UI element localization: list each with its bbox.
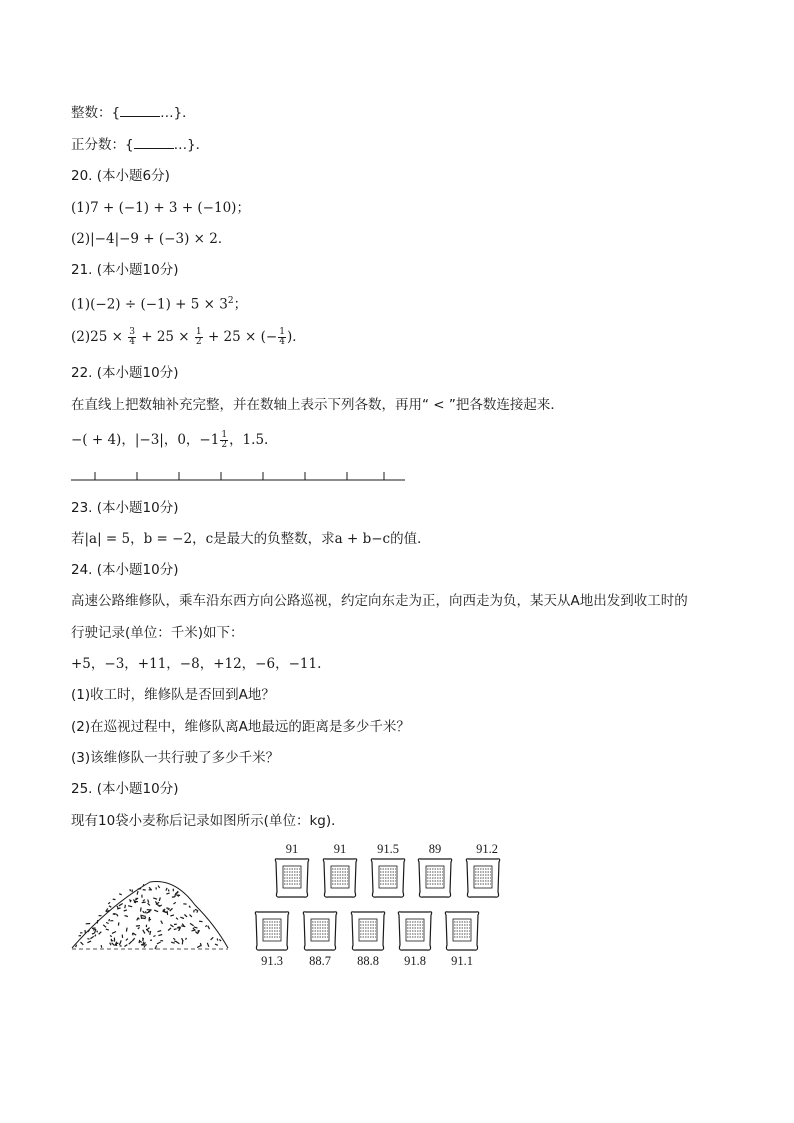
wheat-grain (189, 906, 190, 908)
q24-header: 24. (本小题10分) (71, 562, 179, 578)
wheat-grain (125, 916, 128, 917)
wheat-grain (110, 943, 111, 946)
wheat-grain (145, 911, 146, 913)
bag-weight-label: 91.1 (451, 954, 473, 968)
wheat-grain (166, 893, 169, 894)
wheat-grain (118, 922, 119, 925)
wheat-grain (158, 886, 160, 889)
q21-part1: $(1)(-2) \div (-1) + 5 \times 3^2$； (71, 296, 248, 313)
wheat-grain (153, 898, 157, 899)
bag-weight-label: 91 (333, 842, 347, 856)
wheat-grain (170, 915, 174, 916)
wheat-bag (303, 912, 336, 950)
wheat-grain (219, 939, 221, 941)
q20-header: 20. (本小题6分) (71, 168, 170, 184)
wheat-grain (136, 926, 140, 927)
wheat-grain (217, 939, 218, 941)
wheat-grain (103, 925, 106, 928)
fraction: $\frac{3}{4}$ (129, 327, 135, 347)
q23-header: 23. (本小题10分) (71, 500, 179, 516)
wheat-grain (117, 906, 118, 908)
wheat-grain (111, 940, 114, 941)
wheat-grain (112, 943, 115, 946)
bag-weight-label: 88.8 (357, 954, 379, 968)
wheat-grain (87, 941, 91, 943)
wheat-grain (167, 911, 168, 915)
q20-part2: (2)|−4|−9 + (−3) × 2． (71, 231, 232, 247)
wheat-grain (158, 931, 162, 932)
wheat-bag (466, 859, 499, 897)
wheat-grain (113, 914, 115, 915)
q24-part2: (2)在巡视过程中，维修队离A地最远的距离是多少千米？ (71, 719, 410, 735)
q25-header: 25. (本小题10分) (71, 781, 179, 797)
wheat-grain (113, 899, 116, 900)
wheat-grain (143, 930, 145, 934)
wheat-grain (99, 932, 102, 935)
wheat-grain (130, 900, 131, 902)
wheat-grain (168, 889, 169, 891)
wheat-grain (194, 927, 198, 928)
wheat-grain (215, 944, 218, 945)
wheat-grain (192, 930, 196, 931)
q22-header: 22. (本小题10分) (71, 365, 179, 381)
wheat-grain (150, 931, 151, 935)
wheat-grain (186, 938, 187, 940)
wheat-grain (126, 928, 127, 932)
wheat-grain (181, 926, 185, 927)
wheat-grain (206, 925, 207, 927)
wheat-grain (174, 929, 177, 930)
wheat-grain (116, 944, 117, 946)
wheat-grain (117, 914, 118, 916)
q21-part2: (2)25 × $\frac{3}{4}$ + 25 × $\frac{1}{2}$ + 25 × (− $\frac{1}{4}$ )． (71, 327, 306, 347)
wheat-grain (92, 933, 95, 934)
wheat-grain (178, 895, 180, 896)
wheat-grain (120, 940, 121, 943)
q22-text: 在直线上把数轴补充完整，并在数轴上表示下列各数，再用“ < ”把各数连接起来． (71, 397, 564, 413)
wheat-grain (141, 907, 142, 911)
wheat-grain (148, 900, 149, 903)
q24-part3: (3)该维修队一共行驶了多少千米？ (71, 750, 280, 766)
bag-weight-label: 91.5 (377, 842, 399, 856)
wheat-grain (211, 937, 214, 940)
bag-weight-label: 91.8 (404, 954, 426, 968)
wheat-grain (90, 936, 93, 938)
wheat-grain (180, 917, 184, 918)
q20-part1: (1)7 + (−1) + 3 + (−10)； (71, 200, 250, 216)
wheat-grain (142, 915, 146, 916)
wheat-grain (97, 931, 98, 933)
wheat-grain (101, 945, 102, 948)
wheat-grain (168, 928, 171, 931)
wheat-grain (195, 932, 197, 934)
wheat-grain (174, 902, 176, 904)
wheat-grain (126, 939, 128, 941)
wheat-grain (175, 894, 176, 897)
q25-text: 现有10袋小麦称后记录如图所示(单位：kg)． (71, 813, 345, 829)
wheat-grain (119, 894, 122, 895)
wheat-grain (143, 900, 145, 902)
wheat-grain (176, 918, 178, 920)
wheat-grain (176, 891, 178, 893)
wheat-grain (140, 941, 142, 942)
wheat-bag (398, 912, 431, 950)
wheat-grain (143, 942, 144, 944)
wheat-pile (72, 881, 228, 949)
wheat-grain (95, 935, 96, 937)
wheat-grain (166, 888, 167, 891)
wheat-grain (159, 897, 160, 901)
wheat-bag (275, 859, 308, 897)
wheat-grain (158, 935, 162, 936)
wheat-grain (81, 942, 84, 945)
wheat-bag (255, 912, 288, 950)
wheat-bags-top (275, 859, 499, 897)
wheat-grain (153, 936, 155, 937)
wheat-grain (173, 938, 175, 940)
fraction: $\frac{1}{2}$ (195, 327, 202, 347)
bag-weight-label: 91 (285, 842, 299, 856)
wheat-grain (141, 915, 142, 919)
wheat-bags-bottom (255, 912, 478, 950)
wheat-grain (208, 926, 210, 929)
fraction: $\frac{1}{4}$ (279, 327, 285, 347)
wheat-grain (142, 902, 146, 903)
q24-text2: 行驶记录(单位：千米)如下： (71, 625, 244, 641)
wheat-grain (145, 917, 146, 919)
wheat-grain (109, 919, 110, 921)
wheat-grain (76, 945, 77, 947)
wheat-grain (134, 901, 135, 903)
wheat-grain (156, 901, 157, 903)
q21-header: 21. (本小题10分) (71, 262, 179, 278)
wheat-grain (145, 945, 147, 946)
wheat-grain (124, 910, 127, 911)
q24-part1: (1)收工时，维修队是否回到A地？ (71, 687, 275, 703)
wheat-bag (371, 859, 404, 897)
wheat-bag (351, 912, 384, 950)
wheat-grain (170, 925, 173, 927)
wheat-grain (109, 906, 111, 908)
wheat-grain (138, 928, 140, 929)
integers-set-line: 整数：{ …}． (71, 105, 196, 121)
wheat-grain (190, 915, 192, 917)
wheat-bag (445, 912, 478, 950)
bag-weight-label: 89 (428, 842, 442, 856)
wheat-bag (418, 859, 451, 897)
fraction: $\frac{1}{2}$ (221, 430, 228, 450)
q22-numbers: −( + 4)，|−3|，0，−1 $\frac{1}{2}$ ，1.5. (71, 430, 269, 450)
wheat-grain (124, 945, 127, 947)
bag-weight-label: 91.2 (476, 842, 498, 856)
wheat-grain (93, 929, 95, 930)
wheat-grain (194, 910, 195, 912)
wheat-grain (106, 923, 109, 924)
wheat-grain (87, 939, 89, 940)
wheat-grain (137, 891, 138, 895)
wheat-grain (184, 915, 187, 917)
wheat-grain (110, 936, 112, 937)
wheat-grain (197, 946, 201, 948)
wheat-grain (132, 938, 135, 941)
bag-weight-label: 88.7 (309, 954, 331, 968)
wheat-grain (148, 903, 150, 905)
wheat-grain (130, 889, 131, 891)
wheat-grain (182, 940, 183, 944)
wheat-grain (112, 932, 116, 934)
wheat-grain (119, 904, 123, 906)
wheat-grain (207, 943, 209, 947)
wheat-grain (154, 910, 158, 912)
wheat-grain (170, 908, 173, 911)
wheat-grain (108, 902, 110, 903)
wheat-grain (166, 908, 168, 909)
wheat-grain (171, 942, 175, 943)
wheat-grain (125, 905, 126, 908)
positive-fractions-set-line: 正分数：{ …}． (71, 137, 210, 153)
wheat-grain (120, 943, 121, 945)
q23-text: 若|a| = 5，b = −2，c是最大的负整数，求a + b−c的值． (71, 531, 431, 547)
wheat-grain (129, 941, 132, 944)
wheat-grain (195, 910, 197, 911)
wheat-grain (155, 945, 157, 949)
q24-data: +5，−3，+11，−8，+12，−6，−11. (71, 656, 322, 672)
wheat-grain (143, 884, 144, 886)
wheat-grain (106, 929, 109, 930)
wheat-bag (323, 859, 356, 897)
wheat-grain (163, 911, 167, 912)
q24-text1: 高速公路维修队，乘车沿东西方向公路巡视，约定向东走为正，向西走为负，某天从A地出发到收工时的 (71, 593, 688, 609)
wheat-grain (143, 911, 145, 913)
wheat-grain (128, 906, 132, 907)
wheat-grain (161, 921, 163, 924)
wheat-grain (176, 942, 179, 944)
wheat-grain (157, 942, 161, 944)
bag-weight-label: 91.3 (261, 954, 283, 968)
wheat-grain (190, 923, 194, 925)
